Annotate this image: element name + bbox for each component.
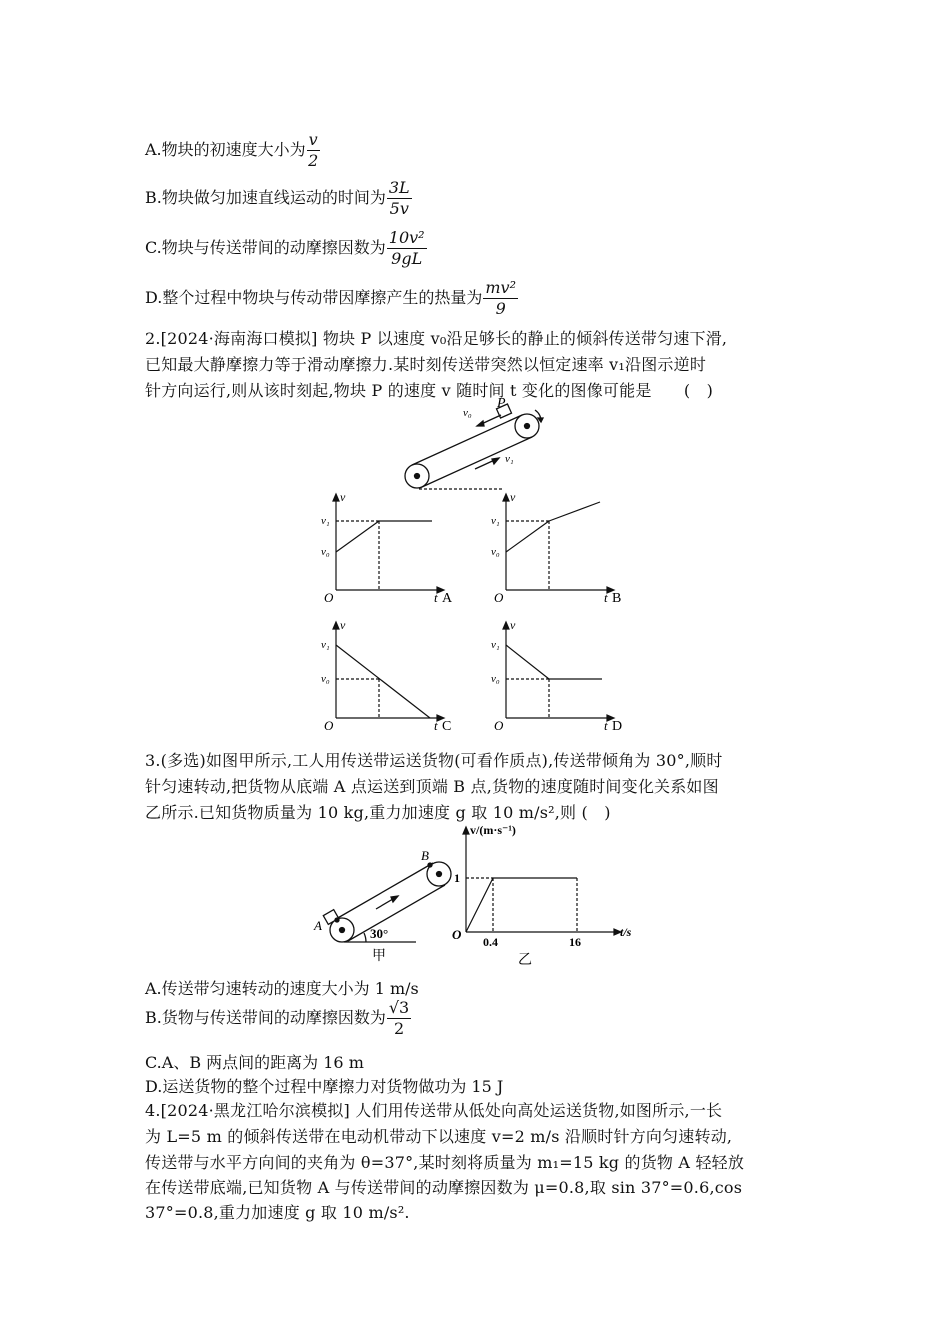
svg-text:v₁: v₁	[321, 515, 330, 527]
svg-text:O: O	[324, 590, 334, 605]
q3-option-b	[145, 998, 411, 1039]
q3-option-a: A.传送带匀速转动的速度大小为 1 m/s	[145, 979, 419, 998]
q2-graph-c-curve	[336, 645, 430, 718]
q2-graph-d	[488, 618, 638, 736]
q3-tick-x1: 0.4	[483, 935, 498, 949]
q2-graph-b-letter: B	[612, 591, 622, 606]
q3-caption-jia: 甲	[372, 949, 386, 964]
q2-graph-b-curve	[506, 521, 549, 552]
q2-graph-a	[318, 490, 468, 608]
q3-figure-yi	[448, 818, 648, 970]
svg-text:A: A	[314, 918, 322, 933]
q1-option-d	[145, 278, 518, 319]
q2-graph-c-letter: C	[442, 719, 452, 734]
q4-line-1: 4.[2024·黑龙江哈尔滨模拟] 人们用传送带从低处向高处运送货物,如图所示,一长	[145, 1101, 723, 1120]
q2-label-v0: v₀	[463, 407, 472, 419]
q1-option-d-text: D.整个过程中物块与传动带因摩擦产生的热量为	[145, 288, 483, 307]
q1-option-a-text: A.物块的初速度大小为	[145, 140, 306, 159]
q3-option-d: D.运送货物的整个过程中摩擦力对货物做功为 15 J	[145, 1077, 504, 1096]
q2-graph-b	[488, 490, 638, 608]
svg-text:O: O	[324, 718, 334, 733]
svg-text:v: v	[510, 490, 516, 504]
svg-text:v: v	[340, 618, 346, 632]
q2-conveyor-figure	[395, 398, 555, 494]
q2-graph-a-curve	[336, 521, 379, 552]
q3-y-label: v/(m·s⁻¹)	[470, 823, 516, 837]
q2-label-p: P	[497, 398, 506, 411]
q4-line-5: 37°=0.8,重力加速度 g 取 10 m/s².	[145, 1203, 410, 1222]
q1-option-c-fraction: $\frac{\text{10v²}}{9gL}$	[388, 228, 425, 268]
q1-option-b	[145, 178, 412, 219]
q3-line-3: 乙所示.已知货物质量为 10 kg,重力加速度 g 取 10 m/s²,则 ( )	[145, 803, 611, 822]
svg-text:t: t	[434, 718, 438, 733]
q3-option-b-text: B.货物与传送带间的动摩擦因数为	[145, 1008, 386, 1027]
q1-option-b-fraction: $\frac{3L}{5v}$	[388, 178, 410, 218]
q3-caption-yi: 乙	[518, 953, 532, 968]
q2-label-v1: v₁	[505, 453, 514, 465]
q3-option-b-fraction: $\frac{√3}{2}$	[388, 998, 410, 1038]
q2-line-3: 针方向运行,则从该时刻起,物块 P 的速度 v 随时间 t 变化的图像可能是 ( )	[145, 381, 714, 400]
svg-text:v₀: v₀	[491, 546, 500, 558]
q3-option-c: C.A、B 两点间的距离为 16 m	[145, 1053, 364, 1072]
svg-text:v: v	[510, 618, 516, 632]
svg-text:t: t	[604, 590, 608, 605]
svg-text:t: t	[604, 718, 608, 733]
q3-line-1: 3.(多选)如图甲所示,工人用传送带运送货物(可看作质点),传送带倾角为 30°,顺时	[145, 751, 723, 770]
svg-text:B: B	[421, 848, 429, 863]
svg-text:v₀: v₀	[321, 546, 330, 558]
q2-graph-d-curve	[506, 645, 549, 679]
q1-option-d-fraction: $\frac{\text{mv²}}{9}$	[485, 278, 516, 318]
q4-line-2: 为 L=5 m 的倾斜传送带在电动机带动下以速度 v=2 m/s 沿顺时针方向匀速转动,	[145, 1127, 733, 1146]
q3-tick-y1: 1	[454, 871, 460, 885]
svg-text:v₁: v₁	[491, 515, 500, 527]
svg-text:v₀: v₀	[491, 673, 500, 685]
svg-text:t: t	[434, 590, 438, 605]
q1-option-b-text: B.物块做匀加速直线运动的时间为	[145, 188, 386, 207]
q3-x-label: t/s	[620, 925, 632, 939]
q2-graph-c	[318, 618, 468, 736]
q3-vt-curve	[466, 878, 577, 932]
q4-line-4: 在传送带底端,已知货物 A 与传送带间的动摩擦因数为 μ=0.8,取 sin 37°=0.6,cos	[145, 1178, 743, 1197]
q1-option-a-fraction: $\frac{v}{2}$	[308, 130, 319, 170]
svg-text:v: v	[340, 490, 346, 504]
svg-text:O: O	[494, 718, 504, 733]
q1-option-a	[145, 130, 320, 171]
q3-figure-jia	[312, 840, 462, 970]
svg-text:O: O	[494, 590, 504, 605]
q3-tick-x2: 16	[569, 935, 581, 949]
q2-graph-a-letter: A	[442, 591, 453, 606]
q2-line-1: 2.[2024·海南海口模拟] 物块 P 以速度 v₀沿足够长的静止的倾斜传送带匀速下滑,	[145, 329, 728, 348]
q1-option-c-text: C.物块与传送带间的动摩擦因数为	[145, 238, 386, 257]
svg-text:v₁: v₁	[491, 639, 500, 651]
q3-line-2: 针匀速转动,把货物从底端 A 点运送到顶端 B 点,货物的速度随时间变化关系如图	[145, 777, 719, 796]
svg-text:v₀: v₀	[321, 673, 330, 685]
svg-text:30°: 30°	[370, 926, 389, 941]
q3-origin: O	[452, 927, 462, 942]
q4-line-3: 传送带与水平方向间的夹角为 θ=37°,某时刻将质量为 m₁=15 kg 的货物 A 轻轻放	[145, 1153, 745, 1172]
q2-graph-d-letter: D	[612, 719, 623, 734]
svg-text:v₁: v₁	[321, 639, 330, 651]
q1-option-c	[145, 228, 427, 269]
q2-line-2: 已知最大静摩擦力等于滑动摩擦力.某时刻传送带突然以恒定速率 v₁沿图示逆时	[145, 355, 707, 374]
